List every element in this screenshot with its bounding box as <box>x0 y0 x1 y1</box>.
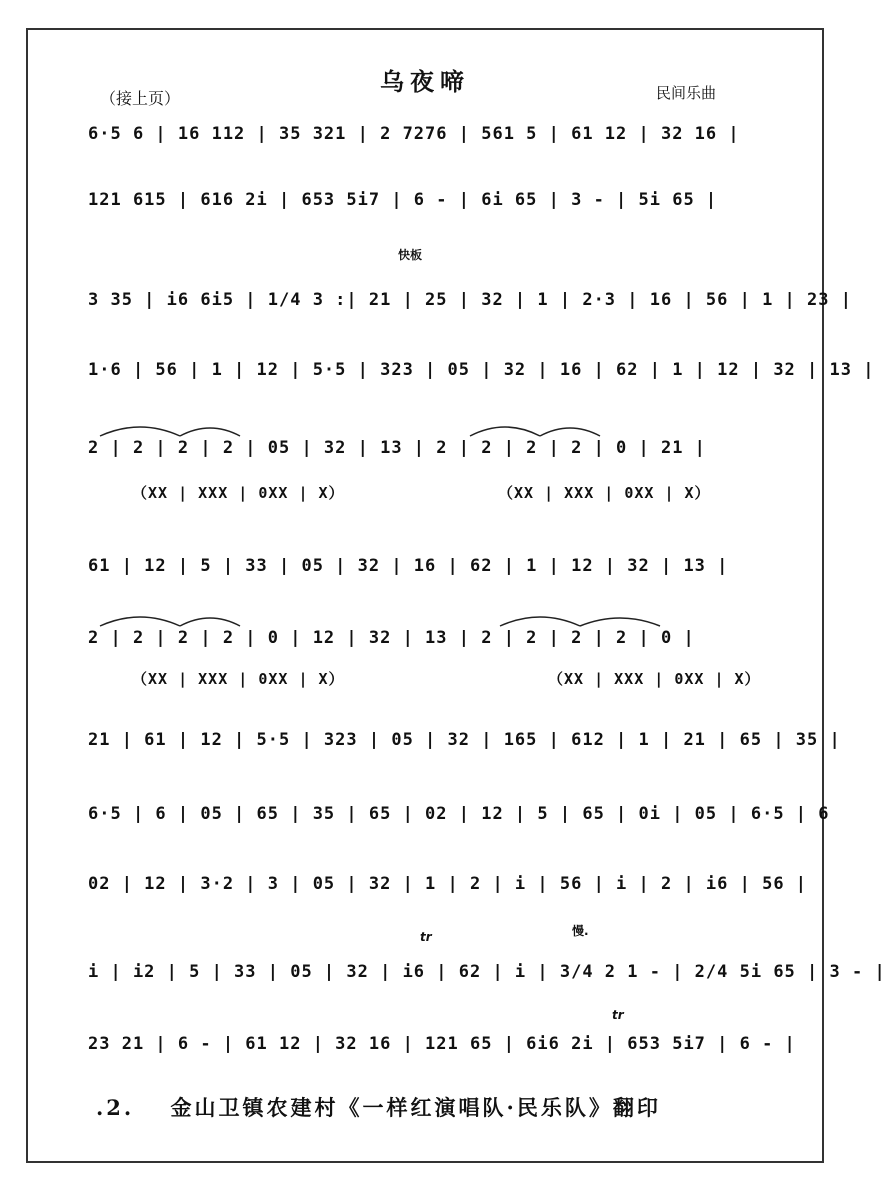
score-line: 1·6 | 56 | 1 | 12 | 5·5 | 323 | 05 | 32 | 16 | 62 | 1 | 12 | 32 | 13 | <box>88 360 875 380</box>
percussion-line: （XX | XXX | 0XX | X） <box>132 484 345 502</box>
trill-mark: tr <box>420 930 432 944</box>
score-line: 02 | 12 | 3·2 | 3 | 05 | 32 | 1 | 2 | i | 56 | i | 2 | i6 | 56 | <box>88 874 808 894</box>
score-line: 2 | 2 | 2 | 2 | 0 | 12 | 32 | 13 | 2 | 2 | 2 | 2 | 0 | <box>88 628 695 648</box>
page-title: 乌夜啼 <box>380 67 470 96</box>
score-line: 6·5 6 | 16 112 | 35 321 | 2 7276 | 561 5 | 61 12 | 32 16 | <box>88 124 740 144</box>
score-line: 121 615 | 616 2i | 653 5i7 | 6 - | 6i 65 | 3 - | 5i 65 | <box>88 190 718 210</box>
score-line: 3 35 | i6 6i5 | 1/4 3 :| 21 | 25 | 32 | 1 | 2·3 | 16 | 56 | 1 | 23 | <box>88 290 852 310</box>
tempo-fast-marking: 快板 <box>398 248 423 262</box>
score-line: 61 | 12 | 5 | 33 | 05 | 32 | 16 | 62 | 1 | 12 | 32 | 13 | <box>88 556 729 576</box>
percussion-line: （XX | XXX | 0XX | X） <box>132 670 345 688</box>
score-line: 6·5 | 6 | 05 | 65 | 35 | 65 | 02 | 12 | 5 | 65 | 0i | 05 | 6·5 | 6 <box>88 804 830 824</box>
footer <box>96 1092 661 1122</box>
composer-label: 民间乐曲 <box>656 84 717 102</box>
score-line: 23 21 | 6 - | 61 12 | 32 16 | 121 65 | 6i6 2i | 653 5i7 | 6 - | <box>88 1034 796 1054</box>
continued-note: （接上页） <box>100 89 181 108</box>
footer-text: 金山卫镇农建村《一样红演唱队·民乐队》翻印 <box>170 1095 661 1120</box>
tempo-slow-marking: 慢. <box>572 924 589 938</box>
percussion-line: （XX | XXX | 0XX | X） <box>548 670 761 688</box>
score-line: 2 | 2 | 2 | 2 | 05 | 32 | 13 | 2 | 2 | 2 | 2 | 0 | 21 | <box>88 438 706 458</box>
page-number: .2. <box>96 1095 135 1120</box>
score-line: i | i2 | 5 | 33 | 05 | 32 | i6 | 62 | i | 3/4 2 1 - | 2/4 5i 65 | 3 - | <box>88 962 886 982</box>
score-line: 21 | 61 | 12 | 5·5 | 323 | 05 | 32 | 165 | 612 | 1 | 21 | 65 | 35 | <box>88 730 841 750</box>
percussion-line: （XX | XXX | 0XX | X） <box>498 484 711 502</box>
trill-mark: tr <box>612 1008 624 1022</box>
